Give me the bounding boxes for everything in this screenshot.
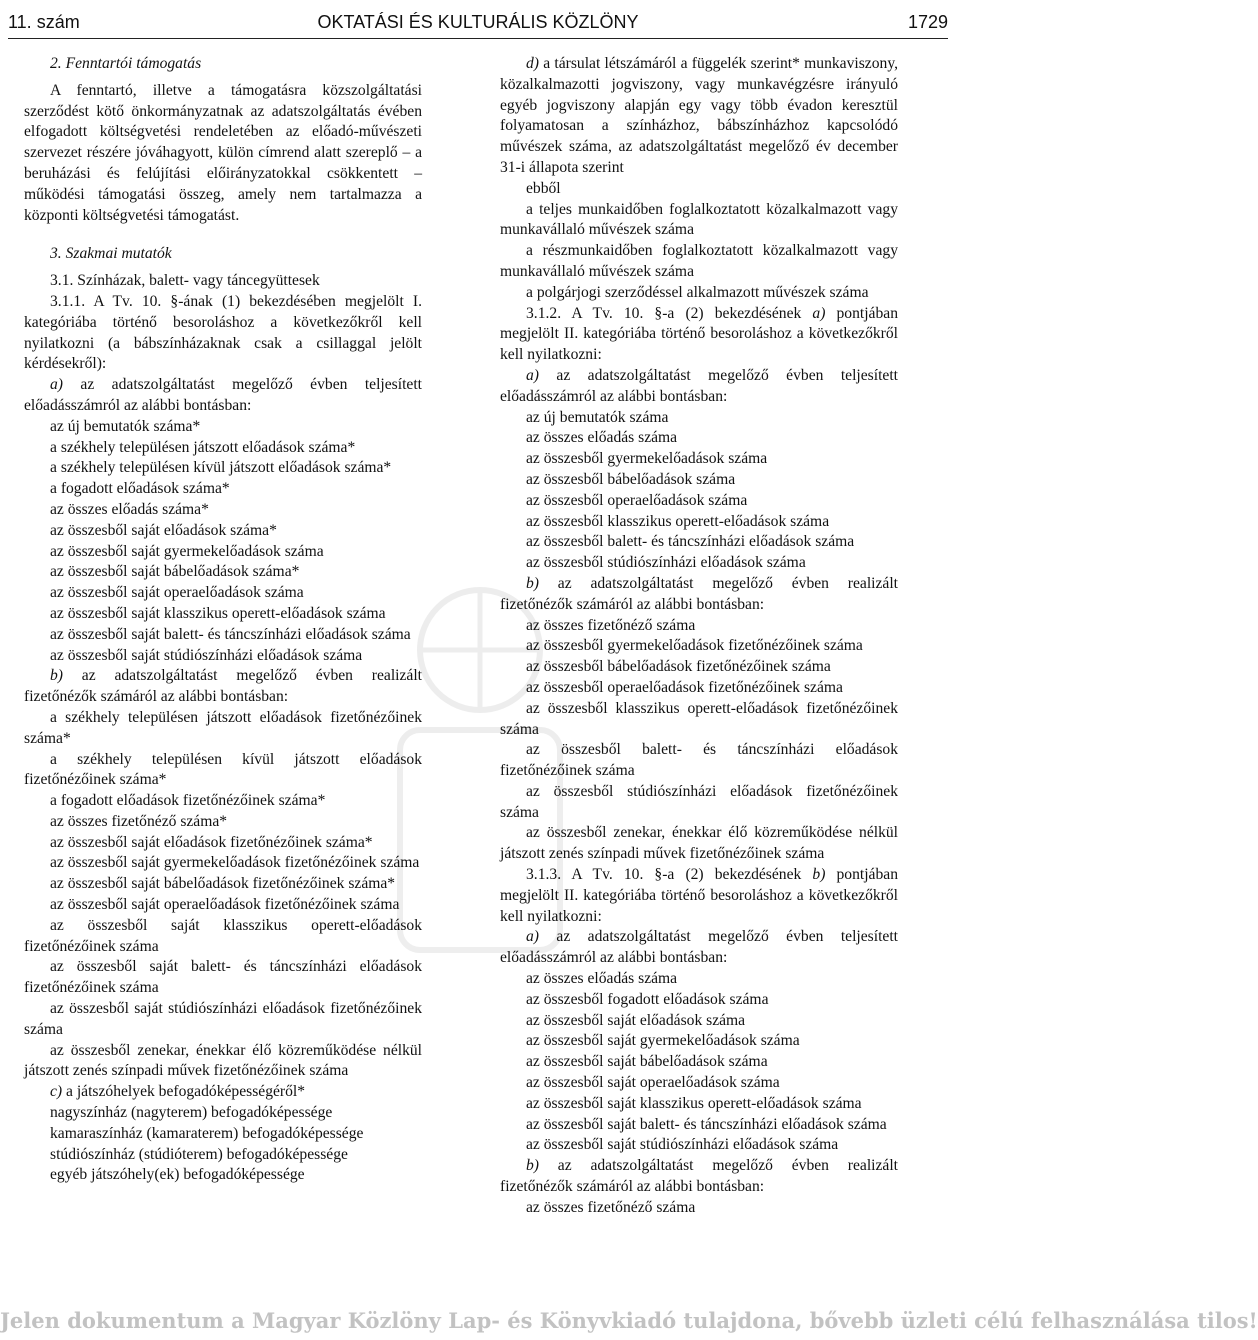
list-item: egyéb játszóhely(ek) befogadóképessége <box>50 1166 305 1184</box>
item-d-text: a társulat létszámáról a függelék szerint* munkaviszony, közalkalmazotti jogviszony, vagy munkavégzésre irányuló egyéb jogviszony alapján egy vagy több évadon keresztül folyamatosan a színházhoz, bábszínházhoz kapcsolódó művészek száma, az adatszolgáltatást megelőző év december 31-i állapota szerint <box>500 55 898 176</box>
list-item: az összesből saját stúdiószínházi előadások száma <box>526 1136 839 1154</box>
list-item: a székhely településen kívül játszott előadások száma* <box>50 459 392 477</box>
list-item: az összesből saját operaelőadások fizetőnézőinek száma <box>50 896 400 914</box>
list-item: az összesből stúdiószínházi előadások fizetőnézőinek száma <box>500 782 898 821</box>
item-b3-label: b) <box>526 1157 539 1175</box>
section-3-1-3-text: 3.1.3. A Tv. 10. §-a (2) bekezdésének <box>526 866 813 884</box>
issue-number: 11. szám <box>8 12 80 32</box>
list-item: az összesből saját operaelőadások száma <box>50 584 304 602</box>
list-item: az összesből saját bábelőadások fizetőnézőinek száma* <box>50 875 396 893</box>
item-a2-label: a) <box>526 366 539 384</box>
item-b2-list <box>500 616 898 866</box>
list-item: az új bemutatók száma <box>526 408 669 426</box>
list-item: az összes előadás száma <box>526 429 678 447</box>
list-item: kamaraszínház (kamaraterem) befogadóképessége <box>50 1124 364 1142</box>
list-item: a székhely településen kívül játszott előadások fizetőnézőinek száma* <box>24 750 422 789</box>
page-number: 1729 <box>907 12 948 32</box>
list-item: az összesből saját gyermekelőadások fizetőnézőinek száma <box>50 854 420 872</box>
list-item: az összes előadás száma* <box>50 500 209 518</box>
item-a-label: a) <box>50 376 63 394</box>
list-item: az összesből saját balett- és táncszínházi előadások fizetőnézőinek száma <box>24 958 422 997</box>
item-c-intro <box>24 1082 422 1103</box>
list-item: a fogadott előadások száma* <box>50 480 230 498</box>
list-item: az összesből saját előadások száma <box>526 1011 746 1029</box>
list-item: az összesből zenekar, énekkar élő közreműködése nélkül játszott zenés színpadi művek fizetőnézőinek száma <box>500 824 898 863</box>
item-a-text: az adatszolgáltatást megelőző évben teljesített előadásszámról az alábbi bontásban: <box>24 376 422 414</box>
section-3-1-2-text-end: pontjában megjelölt II. kategóriába történő besoroláshoz a következőkről kell nyilatkozni: <box>500 304 898 364</box>
item-a-list <box>24 417 422 667</box>
list-item: a teljes munkaidőben foglalkoztatott közalkalmazott vagy munkavállaló művészek száma <box>500 200 898 239</box>
list-item: az összesből saját klasszikus operett-előadások száma <box>50 604 386 622</box>
item-a2-intro <box>500 366 898 408</box>
list-item: a részmunkaidőben foglalkoztatott közalkalmazott vagy munkavállaló művészek száma <box>500 242 898 280</box>
item-a2-list <box>500 408 898 574</box>
header-rule <box>8 38 948 39</box>
item-c-list <box>24 1103 422 1186</box>
section-3-heading: 3. Szakmai mutatók <box>50 245 172 263</box>
list-item: az összesből balett- és táncszínházi előadások fizetőnézőinek száma <box>500 741 898 780</box>
list-item: az összesből bábelőadások száma <box>526 470 736 488</box>
list-item: az összesből operaelőadások száma <box>526 491 748 509</box>
item-b-list <box>24 708 422 1082</box>
list-item: a fogadott előadások fizetőnézőinek száma* <box>50 792 326 810</box>
list-item: az összesből saját operaelőadások száma <box>526 1074 780 1092</box>
item-a3-text: az adatszolgáltatást megelőző évben teljesített előadásszámról az alábbi bontásban: <box>500 928 898 967</box>
list-item: az összesből saját stúdiószínházi előadások száma <box>50 646 363 664</box>
item-d-intro <box>500 54 898 179</box>
list-item: az összesből saját klasszikus operett-előadások fizetőnézőinek száma <box>24 916 422 955</box>
list-item: az összes fizetőnéző száma <box>526 1198 696 1216</box>
list-item: az összesből saját gyermekelőadások száma <box>526 1032 800 1050</box>
list-item: az összes előadás száma <box>526 970 678 988</box>
list-item: a székhely településen játszott előadások száma* <box>50 438 356 456</box>
left-column <box>24 54 422 1186</box>
list-item: az összesből fogadott előadások száma <box>526 990 769 1008</box>
list-item: az összes fizetőnéző száma <box>526 616 696 634</box>
list-item: az összesből saját előadások száma* <box>50 521 277 539</box>
item-c-text: a játszóhelyek befogadóképességéről* <box>62 1083 306 1101</box>
spacer <box>24 226 422 244</box>
right-column <box>500 54 898 1219</box>
section-3-1-2-text: 3.1.2. A Tv. 10. §-a (2) bekezdésének <box>526 304 813 322</box>
item-a3-intro <box>500 927 898 969</box>
section-3-1-3-paragraph <box>500 865 898 927</box>
item-b2-text: az adatszolgáltatást megelőző évben realizált fizetőnézők számáról az alábbi bontásban: <box>500 574 898 613</box>
list-item: az összes fizetőnéző száma* <box>50 812 228 830</box>
section-3-1-heading: 3.1. Színházak, balett- vagy táncegyüttesek <box>50 272 320 290</box>
item-b3-intro <box>500 1156 898 1198</box>
item-a3-label: a) <box>526 928 539 946</box>
section-2-heading: 2. Fenntartói támogatás <box>50 55 202 72</box>
list-item: az összesből saját balett- és táncszínházi előadások száma <box>50 625 411 643</box>
list-item: a polgárjogi szerződéssel alkalmazott művészek száma <box>526 283 869 301</box>
item-b2-label: b) <box>526 574 539 592</box>
item-a3-list <box>500 969 898 1156</box>
list-item: az összesből klasszikus operett-előadások száma <box>526 512 830 530</box>
section-3-1-3-point: b) <box>812 866 826 884</box>
list-item: az összesből saját balett- és táncszínházi előadások száma <box>526 1115 887 1133</box>
list-item: az összesből stúdiószínházi előadások száma <box>526 554 806 572</box>
item-c-label: c) <box>50 1083 63 1101</box>
list-item: az összesből saját gyermekelőadások száma <box>50 542 324 560</box>
item-b-label: b) <box>50 667 63 685</box>
list-item: stúdiószínház (stúdióterem) befogadóképessége <box>50 1145 348 1163</box>
list-item: az összesből bábelőadások fizetőnézőinek száma <box>526 658 831 676</box>
item-a-intro <box>24 375 422 417</box>
list-item: az összesből gyermekelőadások fizetőnézőinek száma <box>526 637 863 655</box>
section-3-1-2-paragraph <box>500 304 898 366</box>
list-item: az összesből balett- és táncszínházi előadások száma <box>526 533 855 551</box>
item-a2-text: az adatszolgáltatást megelőző évben teljesített előadásszámról az alábbi bontásban: <box>500 366 898 405</box>
journal-title: OKTATÁSI ÉS KULTURÁLIS KÖZLÖNY <box>317 12 639 32</box>
item-d-label: d) <box>526 55 539 72</box>
item-b-text: az adatszolgáltatást megelőző évben realizált fizetőnézők számáról az alábbi bontásban: <box>24 667 422 706</box>
page-header <box>8 8 948 38</box>
list-item: az összesből klasszikus operett-előadások fizetőnézőinek száma <box>500 699 898 738</box>
list-item: az összesből saját bábelőadások száma* <box>50 563 300 581</box>
list-item: az összesből saját bábelőadások száma <box>526 1053 768 1071</box>
item-b2-intro <box>500 574 898 616</box>
item-d-list <box>500 179 898 304</box>
list-item: nagyszínház (nagyterem) befogadóképessége <box>50 1104 333 1122</box>
list-item: az összesből saját előadások fizetőnézőinek száma* <box>50 833 373 851</box>
section-3-1-1-paragraph: 3.1.1. A Tv. 10. §-ának (1) bekezdésében megjelölt I. kategóriába történő besoroláshoz a következőkről kell nyilatkozni (a bábszínházaknak csak a csillaggal jelölt kérdésekről): <box>24 292 422 373</box>
item-b-intro <box>24 666 422 708</box>
list-item: ebből <box>526 179 561 197</box>
list-item: az összesből saját klasszikus operett-előadások száma <box>526 1094 862 1112</box>
item-b3-list <box>500 1198 898 1219</box>
list-item: az új bemutatók száma* <box>50 417 201 435</box>
list-item: a székhely településen játszott előadások fizetőnézőinek száma* <box>24 708 422 747</box>
list-item: az összesből zenekar, énekkar élő közreműködése nélkül játszott zenés színpadi művek fizetőnézőinek száma <box>24 1041 422 1080</box>
section-3-1-2-point: a) <box>812 304 826 322</box>
section-2-paragraph: A fenntartó, illetve a támogatásra közszolgáltatási szerződést kötő önkormányzatnak az adatszolgáltatás évében elfogadott költségvetési rendeletében az előadó-művészeti szervezet részére jóváhagyott, külön címrend alatt szereplő – a beruházási és felújítási előirányzatokkal csökkentett – működési támogatási összeg, amely nem tartalmazza a központi költségvetési támogatást. <box>24 81 422 224</box>
section-3-1-3-text-end: pontjában megjelölt II. kategóriába történő besoroláshoz a következőkről kell nyilatkozni: <box>500 866 898 925</box>
list-item: az összesből operaelőadások fizetőnézőinek száma <box>526 678 843 696</box>
ownership-notice: Jelen dokumentum a Magyar Közlöny Lap- és Könyvkiadó tulajdona, bővebb üzleti célú felhasználása tilos! <box>0 1308 1258 1333</box>
list-item: az összesből gyermekelőadások száma <box>526 450 768 468</box>
item-b3-text: az adatszolgáltatást megelőző évben realizált fizetőnézők számáról az alábbi bontásban: <box>500 1157 898 1196</box>
list-item: az összesből saját stúdiószínházi előadások fizetőnézőinek száma <box>24 1000 422 1038</box>
